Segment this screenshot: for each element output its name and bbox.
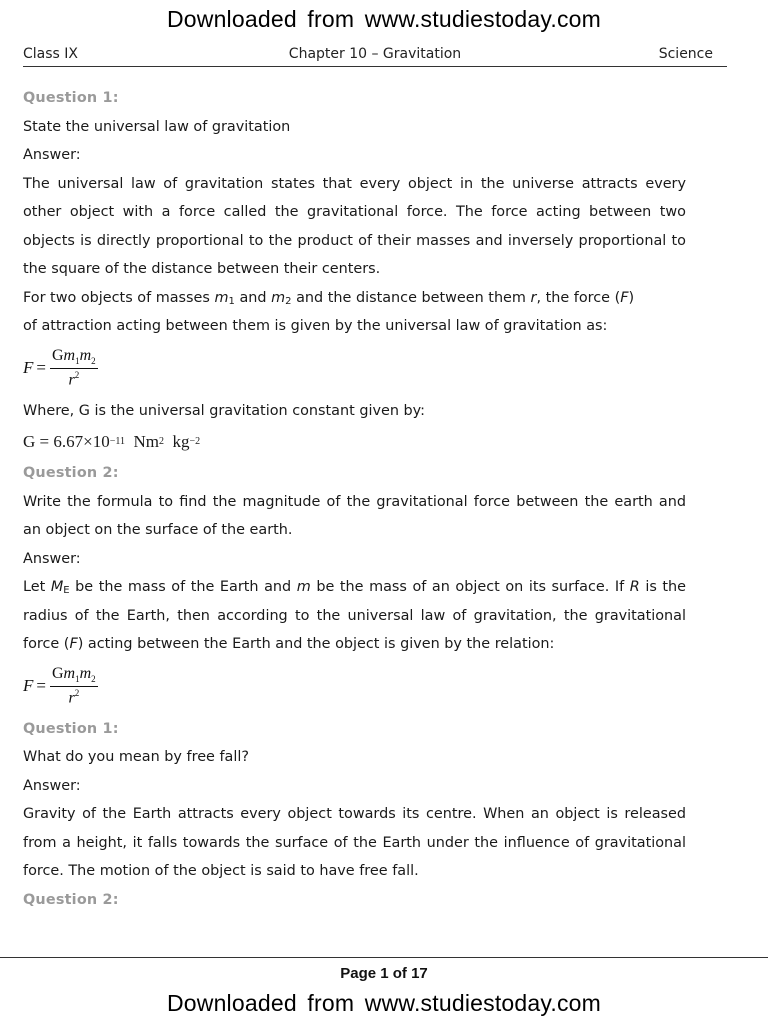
footer-divider bbox=[0, 957, 768, 958]
header-class: Class IX bbox=[23, 46, 79, 62]
header-subject: Science bbox=[658, 46, 713, 62]
constant-intro: Where, G is the universal gravitation constant given by: bbox=[23, 402, 425, 419]
answer-label: Answer: bbox=[23, 550, 81, 567]
answer-label: Answer: bbox=[23, 147, 81, 163]
gravitation-formula: F = $\frac{Gm_1m_2}{r^2}$ bbox=[23, 347, 96, 389]
page-header bbox=[23, 46, 727, 66]
answer-paragraph: The universal law of gravitation states that every object in the universe attracts every other object with a force called the gravitational force. The force acting between two objects is directly proportional to the product of their masses and inversely proportional to the square of the distance between their centers. bbox=[23, 175, 686, 277]
document-body bbox=[23, 84, 686, 914]
gravitational-constant: G = 6.67×10 −11 Nm 2 kg −2 bbox=[23, 431, 201, 451]
question-text: What do you mean by free fall? bbox=[23, 749, 249, 765]
question-heading: Question 2: bbox=[23, 465, 119, 481]
header-divider bbox=[23, 66, 727, 67]
answer-paragraph-masses: For two objects of masses $m_1$ and $m_2$ and the distance between them r, the force (F) of attraction acting between them is given by the universal law of gravitation as: bbox=[23, 289, 635, 334]
answer-label: Answer: bbox=[23, 777, 81, 794]
question-text: Write the formula to find the magnitude of the gravitational force between the earth and an object on the surface of the earth. bbox=[23, 493, 686, 538]
answer-paragraph: Gravity of the Earth attracts every object towards its centre. When an object is released from a height, it falls towards the surface of the Earth under the influence of gravitational force. The motion of the object is said to have free fall. bbox=[23, 806, 686, 879]
question-text: State the universal law of gravitation bbox=[23, 118, 291, 135]
question-heading: Question 2: bbox=[23, 891, 119, 908]
page-number: Page 1 of 17 bbox=[340, 965, 428, 982]
question-heading: Question 1: bbox=[23, 90, 119, 106]
question-heading: Question 1: bbox=[23, 720, 119, 737]
header-chapter: Chapter 10 – Gravitation bbox=[288, 46, 462, 62]
gravitation-formula-2: F = $\frac{Gm_1m_2}{r^2}$ bbox=[23, 665, 96, 707]
download-banner-top: Downloaded from www.studiestoday.com bbox=[166, 6, 602, 32]
answer-paragraph: Let $M_E$ be the mass of the Earth and m be the mass of an object on its surface. If R is the radius of the Earth, then according to the universal law of gravitation, the gravitational force (F) acting between the Earth and the object is given by the relation: bbox=[23, 579, 686, 652]
download-banner-bottom: Downloaded from www.studiestoday.com bbox=[166, 990, 602, 1016]
